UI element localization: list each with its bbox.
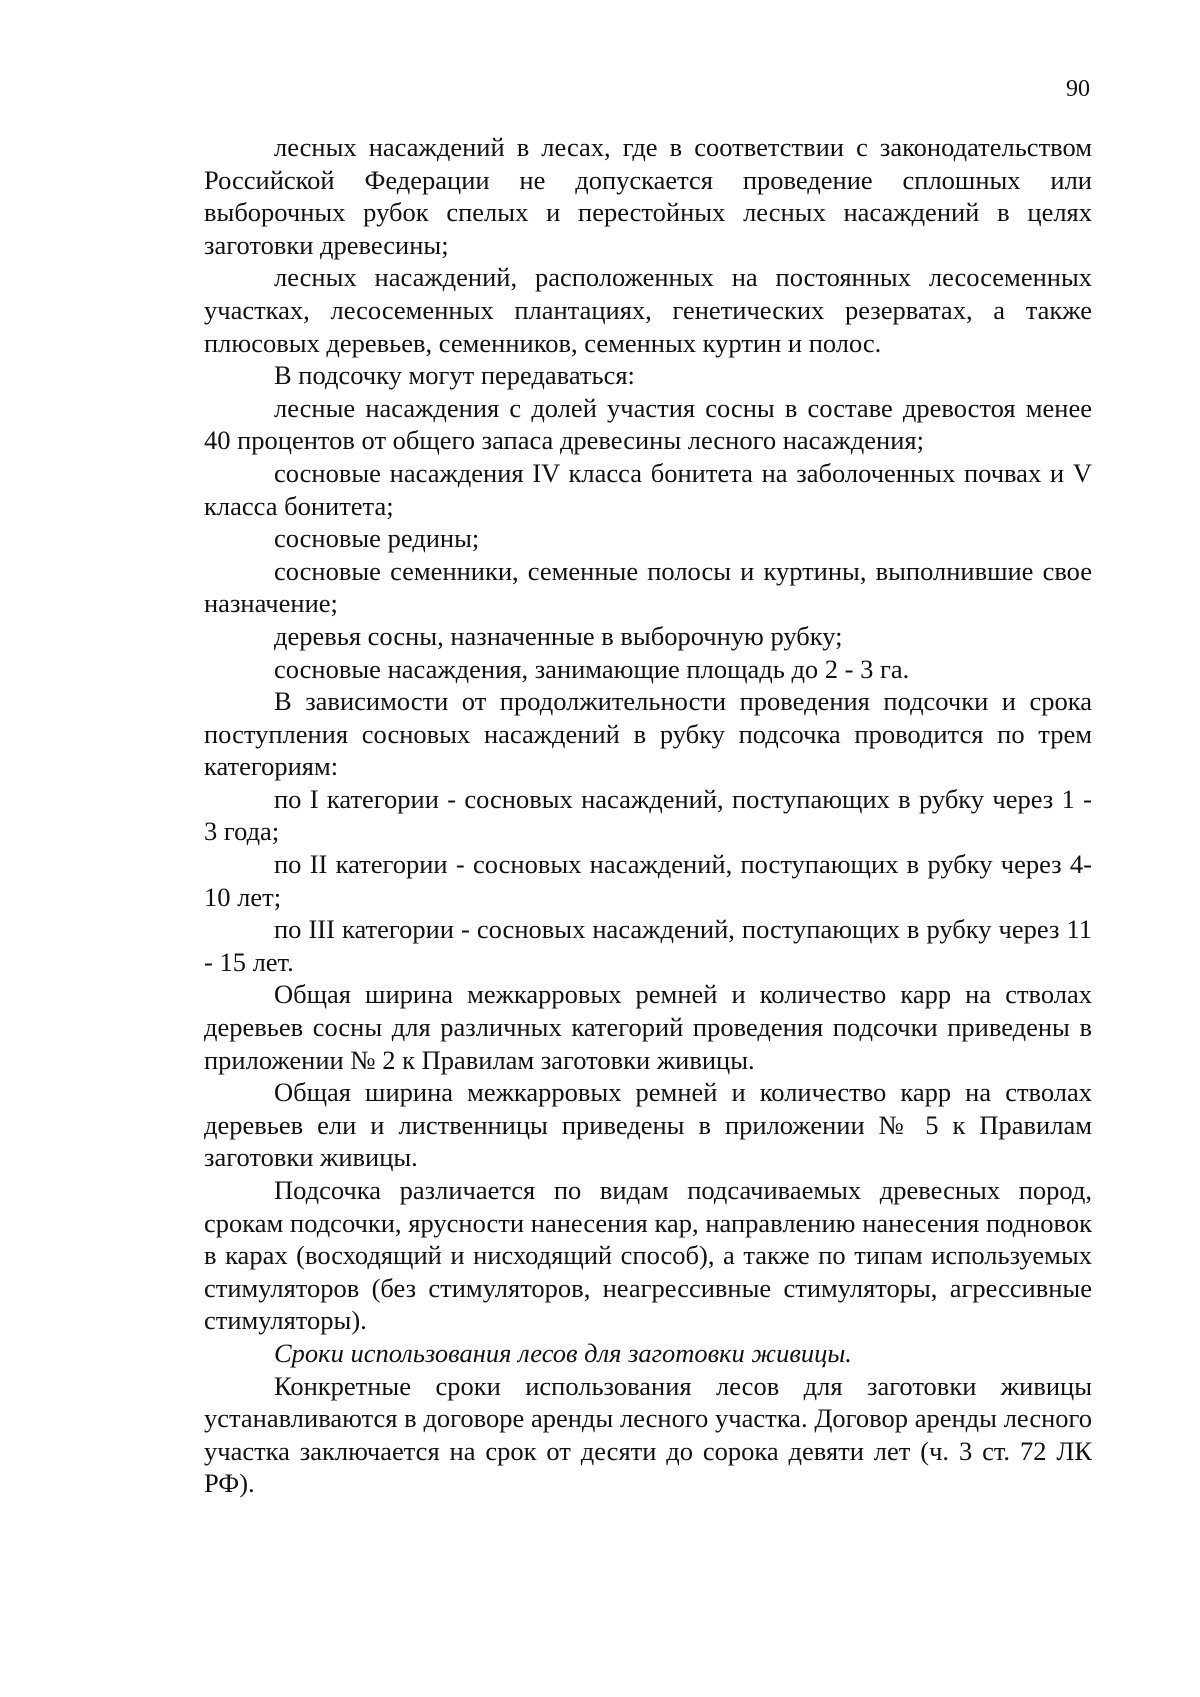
paragraph: В подсочку могут передаваться: [274, 360, 635, 391]
paragraph: Общая ширина межкарровых ремней и количество карр на стволах деревьев ели и лиственницы приведены в приложении № 5 к Правилам заготовки живицы. [204, 1077, 1092, 1173]
paragraph: по II категории - сосновых насаждений, поступающих в рубку через 4- 10 лет; [204, 849, 1092, 912]
paragraph: лесных насаждений, расположенных на постоянных лесосеменных участках, лесосеменных плантациях, генетических резерватах, а также плюсовых деревьев, семенников, семенных куртин и полос. [204, 262, 1092, 358]
document-body [204, 131, 1092, 1500]
paragraph: деревья сосны, назначенные в выборочную рубку; [274, 620, 843, 651]
paragraph: лесные насаждения с долей участия сосны в составе древостоя менее 40 процентов от общего запаса древесины лесного насаждения; [204, 392, 1092, 456]
paragraph: Общая ширина межкарровых ремней и количество карр на стволах деревьев сосны для различных категорий проведения подсочки приведены в приложении № 2 к Правилам заготовки живицы. [204, 979, 1092, 1075]
paragraph: сосновые редины; [274, 523, 480, 554]
paragraph: по III категории - сосновых насаждений, поступающих в рубку через 11 - 15 лет. [204, 914, 1092, 977]
paragraph: лесных насаждений в лесах, где в соответствии с законодательством Российской Федерации не допускается проведение сплошных или выборочных рубок спелых и перестойных лесных насаждений в целях заготовки древесины; [204, 132, 1092, 260]
paragraph: сосновые насаждения, занимающие площадь до 2 - 3 га. [274, 653, 910, 684]
paragraph: сосновые насаждения IV класса бонитета на заболоченных почвах и V класса бонитета; [204, 457, 1092, 521]
paragraph: Конкретные сроки использования лесов для заготовки живицы устанавливаются в договоре аренды лесного участка. Договор аренды лесного участка заключается на срок от десяти до сорока девяти лет (ч. 3 ст. 72 ЛК РФ). [204, 1370, 1092, 1499]
paragraph: сосновые семенники, семенные полосы и куртины, выполнившие свое назначение; [204, 555, 1092, 619]
section-heading: Сроки использования лесов для заготовки живицы. [274, 1337, 852, 1368]
paragraph: по I категории - сосновых насаждений, поступающих в рубку через 1 - 3 года; [204, 783, 1092, 847]
page-number: 90 [1066, 76, 1090, 102]
paragraph: В зависимости от продолжительности проведения подсочки и срока поступления сосновых насаждений в рубку подсочка проводится по трем категориям: [204, 686, 1092, 782]
paragraph: Подсочка различается по видам подсачиваемых древесных пород, срокам подсочки, ярусности нанесения кар, направлению нанесения подновок в карах (восходящий и нисходящий способ), а также по типам используемых стимуляторов (без стимуляторов, неагрессивные стимуляторы, агрессивные стимуляторы). [204, 1175, 1092, 1336]
